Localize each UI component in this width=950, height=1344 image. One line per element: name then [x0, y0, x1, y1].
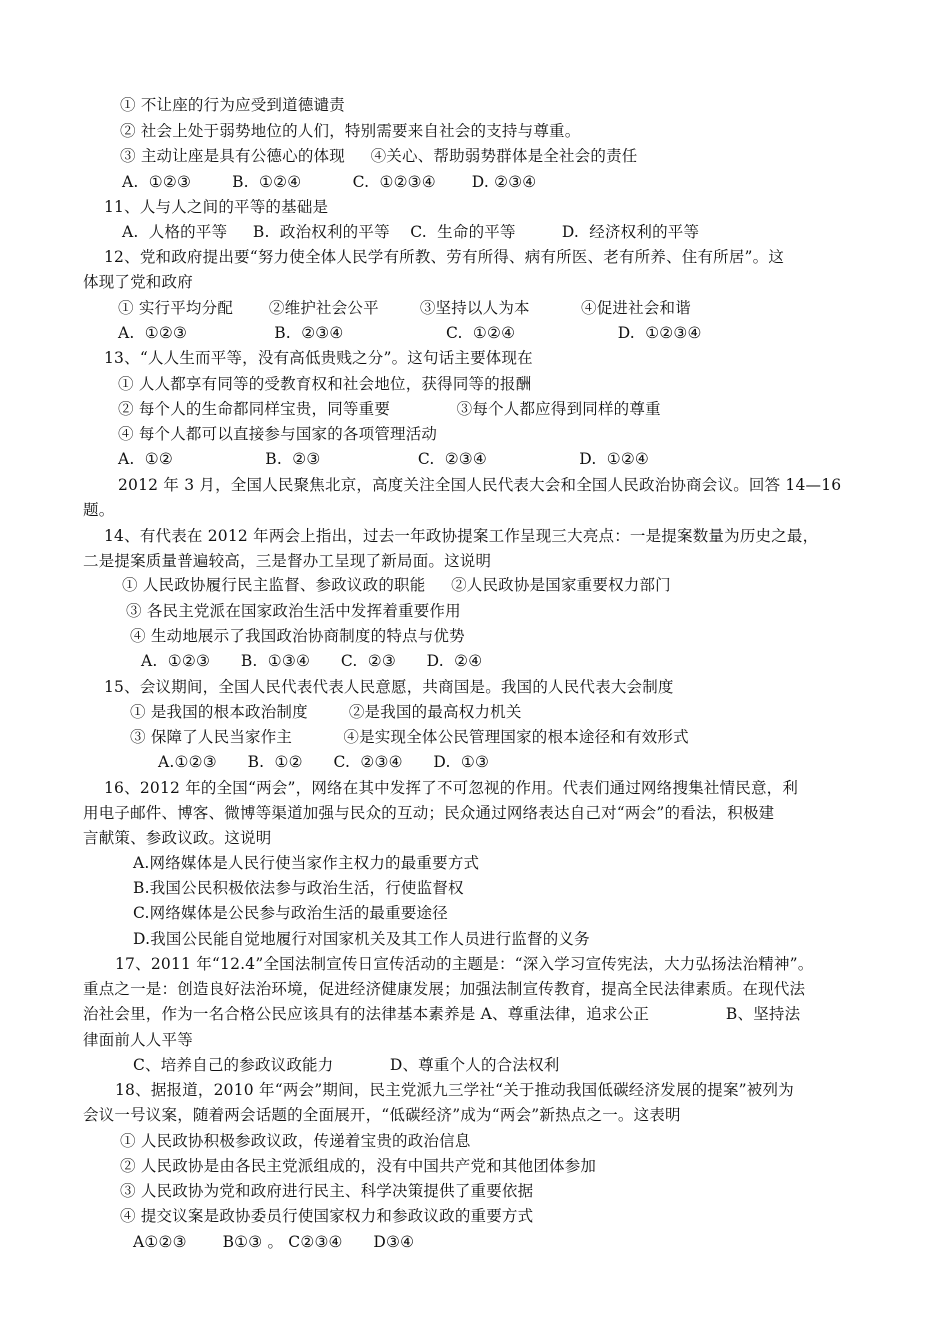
- question-stem: 11、人与人之间的平等的基础是: [104, 198, 329, 216]
- option-statement: ① 不让座的行为应受到道德谴责: [120, 96, 345, 114]
- question-stem: 13、“人人生而平等，没有高低贵贱之分”。这句话主要体现在: [104, 349, 533, 367]
- answer-choice: C.网络媒体是公民参与政治生活的最重要途径: [133, 904, 448, 922]
- passage: 题。: [83, 501, 115, 519]
- question-stem: 15、会议期间，全国人民代表代表人民意愿，共商国是。我国的人民代表大会制度: [104, 678, 674, 696]
- answer-choice: B.我国公民积极依法参与政治生活，行使监督权: [133, 879, 464, 897]
- question-stem: 14、有代表在 2012 年两会上指出，过去一年政协提案工作呈现三大亮点：一是提案数量为历史之最，: [104, 527, 819, 545]
- question-stem: 律面前人人平等: [83, 1031, 193, 1049]
- answer-choices: A. ①②③ B. ①③④ C. ②③ D. ②④: [141, 652, 483, 670]
- question-stem: 用电子邮件、博客、微博等渠道加强与民众的互动；民众通过网络表达自己对“两会”的看法，积极建: [83, 804, 775, 822]
- option-statement: ① 是我国的根本政治制度 ②是我国的最高权力机关: [130, 703, 522, 721]
- option-statement: ③ 保障了人民当家作主 ④是实现全体公民管理国家的根本途径和有效形式: [130, 728, 689, 746]
- answer-choices: C、培养自己的参政议政能力 D、尊重个人的合法权利: [133, 1056, 560, 1074]
- passage: 2012 年 3 月，全国人民聚焦北京，高度关注全国人民代表大会和全国人民政治协商会议。回答 14—16: [118, 476, 842, 494]
- question-stem: 二是提案质量普遍较高，三是督办工呈现了新局面。这说明: [83, 552, 492, 570]
- question-stem: 言献策、参政议政。这说明: [83, 829, 272, 847]
- question-stem: 12、党和政府提出要“努力使全体人民学有所教、劳有所得、病有所医、老有所养、住有所居”。这: [104, 248, 785, 266]
- option-statement: ③ 主动让座是具有公德心的体现 ④关心、帮助弱势群体是全社会的责任: [120, 147, 638, 165]
- option-statement: ① 人人都享有同等的受教育权和社会地位，获得同等的报酬: [118, 375, 532, 393]
- answer-choices: A.①②③ B. ①② C. ②③④ D. ①③: [158, 753, 490, 771]
- question-stem: 会议一号议案，随着两会话题的全面展开，“低碳经济”成为“两会”新热点之一。这表明: [83, 1106, 681, 1124]
- option-statement: ③ 各民主党派在国家政治生活中发挥着重要作用: [126, 602, 461, 620]
- answer-choices: A①②③ B①③ 。 C②③④ D③④: [133, 1233, 415, 1251]
- option-statement: ① 人民政协履行民主监督、参政议政的职能 ②人民政协是国家重要权力部门: [122, 576, 671, 594]
- question-stem: 17、2011 年“12.4”全国法制宣传日宣传活动的主题是：“深入学习宣传宪法，大力弘扬法治精神”。: [115, 955, 814, 973]
- answer-choice: A.网络媒体是人民行使当家作主权力的最重要方式: [133, 854, 480, 872]
- option-statement: ④ 生动地展示了我国政治协商制度的特点与优势: [130, 627, 465, 645]
- answer-choices: A. ①②③ B. ②③④ C. ①②④ D. ①②③④: [118, 324, 702, 342]
- option-statement: ① 实行平均分配 ②维护社会公平 ③坚持以人为本 ④促进社会和谐: [118, 299, 691, 317]
- answer-choice: D.我国公民能自觉地履行对国家机关及其工作人员进行监督的义务: [133, 930, 590, 948]
- question-stem: 治社会里，作为一名合格公民应该具有的法律基本素养是 A、尊重法律，追求公正 B、坚持法: [83, 1005, 801, 1023]
- option-statement: ② 每个人的生命都同样宝贵，同等重要 ③每个人都应得到同样的尊重: [118, 400, 661, 418]
- option-statement: ① 人民政协积极参政议政，传递着宝贵的政治信息: [120, 1132, 471, 1150]
- option-statement: ② 人民政协是由各民主党派组成的，没有中国共产党和其他团体参加: [120, 1157, 597, 1175]
- answer-choices: A. 人格的平等 B. 政治权利的平等 C. 生命的平等 D. 经济权利的平等: [122, 223, 700, 241]
- question-stem: 体现了党和政府: [83, 273, 193, 291]
- question-stem: 16、2012 年的全国“两会”，网络在其中发挥了不可忽视的作用。代表们通过网络搜集社情民意，利: [104, 779, 799, 797]
- question-stem: 18、据报道，2010 年“两会”期间，民主党派九三学社“关于推动我国低碳经济发展的提案”被列为: [115, 1081, 794, 1099]
- option-statement: ③ 人民政协为党和政府进行民主、科学决策提供了重要依据: [120, 1182, 534, 1200]
- answer-choices: A. ①②③ B. ①②④ C. ①②③④ D. ②③④: [122, 173, 537, 191]
- question-stem: 重点之一是：创造良好法治环境，促进经济健康发展；加强法制宣传教育，提高全民法律素质。在现代法: [83, 980, 806, 998]
- answer-choices: A. ①② B. ②③ C. ②③④ D. ①②④: [118, 450, 650, 468]
- option-statement: ② 社会上处于弱势地位的人们，特别需要来自社会的支持与尊重。: [120, 122, 581, 140]
- option-statement: ④ 提交议案是政协委员行使国家权力和参政议政的重要方式: [120, 1207, 534, 1225]
- option-statement: ④ 每个人都可以直接参与国家的各项管理活动: [118, 425, 438, 443]
